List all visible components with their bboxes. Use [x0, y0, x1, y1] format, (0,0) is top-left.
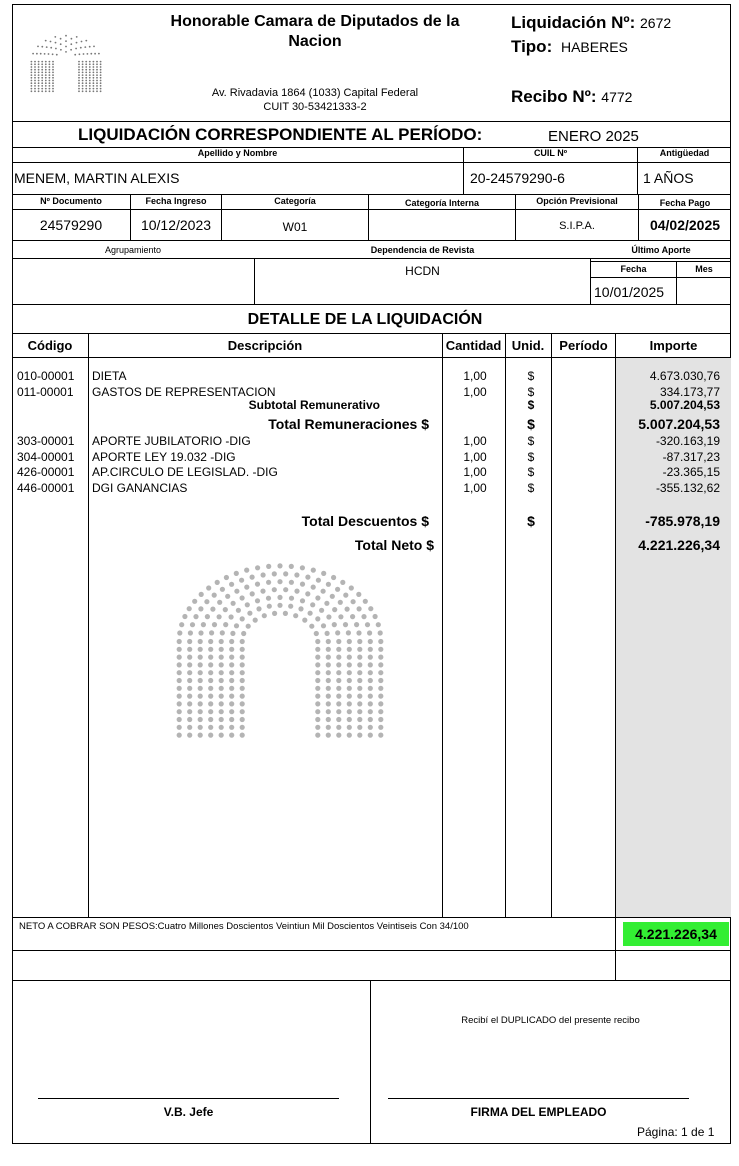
col-descripcion: Descripción	[227, 338, 303, 353]
item-unid: $	[527, 481, 535, 495]
name-label: Apellido y Nombre	[197, 148, 278, 158]
categoria-value: W01	[282, 220, 308, 234]
tipo-value: HABERES	[560, 39, 628, 55]
congress-logo-small	[30, 22, 102, 94]
ultimo-mes-label: Mes	[695, 264, 713, 274]
address-text: Av. Rivadavia 1864 (1033) Capital Federal	[211, 87, 419, 99]
item-descripcion: DIETA	[92, 369, 127, 383]
pagina: Página: 1 de 1	[637, 1125, 715, 1139]
period-label: LIQUIDACIÓN CORRESPONDIENTE AL PERÍODO:	[78, 125, 483, 144]
item-importe: 4.673.030,76	[649, 369, 720, 383]
subtotal-value: 5.007.204,53	[649, 398, 720, 412]
item-unid: $	[527, 465, 535, 479]
item-cantidad: 1,00	[463, 369, 487, 383]
fecha-pago-value: 04/02/2025	[649, 217, 721, 233]
ultimo-fecha-label: Fecha	[620, 264, 647, 274]
ultimo-aporte-label: Último Aporte	[631, 245, 691, 255]
col-codigo: Código	[27, 338, 73, 353]
item-codigo: 426-00001	[17, 465, 75, 479]
period-value: ENERO 2025	[548, 128, 639, 145]
col-unid: Unid.	[511, 338, 545, 353]
subtotal-label: Subtotal Remunerativo	[248, 398, 380, 412]
categoria-interna-label: Categoría Interna	[404, 198, 480, 208]
fecha-pago-label: Fecha Pago	[659, 198, 711, 208]
tipo-label: Tipo:	[511, 37, 553, 56]
fecha-ingreso-label: Fecha Ingreso	[145, 196, 207, 206]
recibo-number	[511, 87, 632, 107]
item-codigo: 446-00001	[17, 481, 75, 495]
item-importe: -23.365,15	[662, 465, 720, 479]
categoria-label: Categoría	[274, 196, 316, 206]
col-importe: Importe	[649, 338, 698, 353]
item-descripcion: APORTE JUBILATORIO -DIG	[92, 434, 251, 448]
item-importe: -355.132,62	[655, 481, 720, 495]
item-cantidad: 1,00	[463, 385, 487, 399]
tipo	[511, 37, 628, 57]
institution-line1: Honorable Camara de Diputados de la	[170, 13, 460, 30]
item-cantidad: 1,00	[463, 481, 487, 495]
cuil-value: 20-24579290-6	[470, 170, 565, 186]
firma-empleado: FIRMA DEL EMPLEADO	[470, 1105, 607, 1119]
item-descripcion: DGI GANANCIAS	[92, 481, 188, 495]
item-descripcion: APORTE LEY 19.032 -DIG	[92, 450, 236, 464]
total-neto-value: 4.221.226,34	[638, 537, 720, 553]
item-importe: -320.163,19	[655, 434, 720, 448]
institution-name	[135, 12, 495, 52]
liquidacion-value: 2672	[640, 15, 672, 31]
item-codigo: 304-00001	[17, 450, 75, 464]
item-unid: $	[527, 369, 535, 383]
documento-label: Nº Documento	[40, 196, 102, 206]
cuil-label: CUIL Nº	[533, 148, 568, 158]
item-cantidad: 1,00	[463, 434, 487, 448]
fecha-ingreso-value: 10/12/2023	[140, 217, 212, 233]
cuit-text: CUIT 30-53421333-2	[263, 101, 367, 113]
total-neto-label: Total Neto $	[354, 537, 434, 553]
opcion-label: Opción Previsional	[536, 196, 618, 206]
detail-title: DETALLE DE LA LIQUIDACIÓN	[247, 311, 483, 328]
subtotal-unid: $	[527, 398, 535, 412]
liquidacion-number	[511, 13, 671, 33]
employee-name: MENEM, MARTIN ALEXIS	[14, 170, 180, 186]
total-desc-label: Total Descuentos $	[301, 513, 429, 529]
col-periodo: Período	[559, 338, 608, 353]
total-rem-label: Total Remuneraciones $	[268, 416, 429, 432]
recibo-label: Recibo Nº:	[511, 87, 597, 106]
item-codigo: 011-00001	[17, 385, 74, 399]
item-importe: -87.317,23	[662, 450, 720, 464]
item-descripcion: GASTOS DE REPRESENTACION	[92, 385, 276, 399]
item-unid: $	[527, 450, 535, 464]
recibo-value: 4772	[601, 89, 633, 105]
vb-jefe: V.B. Jefe	[163, 1105, 214, 1119]
item-unid: $	[527, 434, 535, 448]
opcion-value: S.I.P.A.	[559, 220, 595, 232]
dependencia-label: Dependencia de Revista	[370, 245, 475, 255]
item-cantidad: 1,00	[463, 450, 487, 464]
item-importe: 334.173,77	[659, 385, 720, 399]
antiguedad-label: Antigüedad	[659, 148, 710, 158]
agrupamiento-label: Agrupamiento	[104, 245, 162, 255]
institution-line2: Nacion	[288, 33, 342, 50]
total-rem-unid: $	[527, 416, 535, 432]
item-codigo: 010-00001	[17, 369, 75, 383]
item-descripcion: AP.CIRCULO DE LEGISLAD. -DIG	[92, 465, 278, 479]
item-unid: $	[527, 385, 535, 399]
neto-text: NETO A COBRAR SON PESOS:Cuatro Millones Doscientos Veintiun Mil Doscientos Veintiseis Con 34/100	[19, 921, 469, 932]
dependencia-value: HCDN	[405, 264, 440, 278]
ultimo-fecha-value: 10/01/2025	[594, 284, 665, 300]
recibi-text: Recibí el DUPLICADO del presente recibo	[461, 1015, 640, 1026]
total-desc-value: -785.978,19	[645, 513, 720, 529]
liquidacion-label: Liquidación Nº:	[511, 13, 636, 32]
documento-value: 24579290	[39, 217, 103, 233]
total-desc-unid: $	[527, 513, 535, 529]
total-rem-value: 5.007.204,53	[638, 416, 720, 432]
col-cantidad: Cantidad	[445, 338, 502, 353]
item-cantidad: 1,00	[463, 465, 487, 479]
neto-value: 4.221.226,34	[623, 922, 729, 946]
item-codigo: 303-00001	[17, 434, 75, 448]
institution-address	[150, 86, 480, 114]
antiguedad-value: 1 AÑOS	[643, 170, 694, 186]
